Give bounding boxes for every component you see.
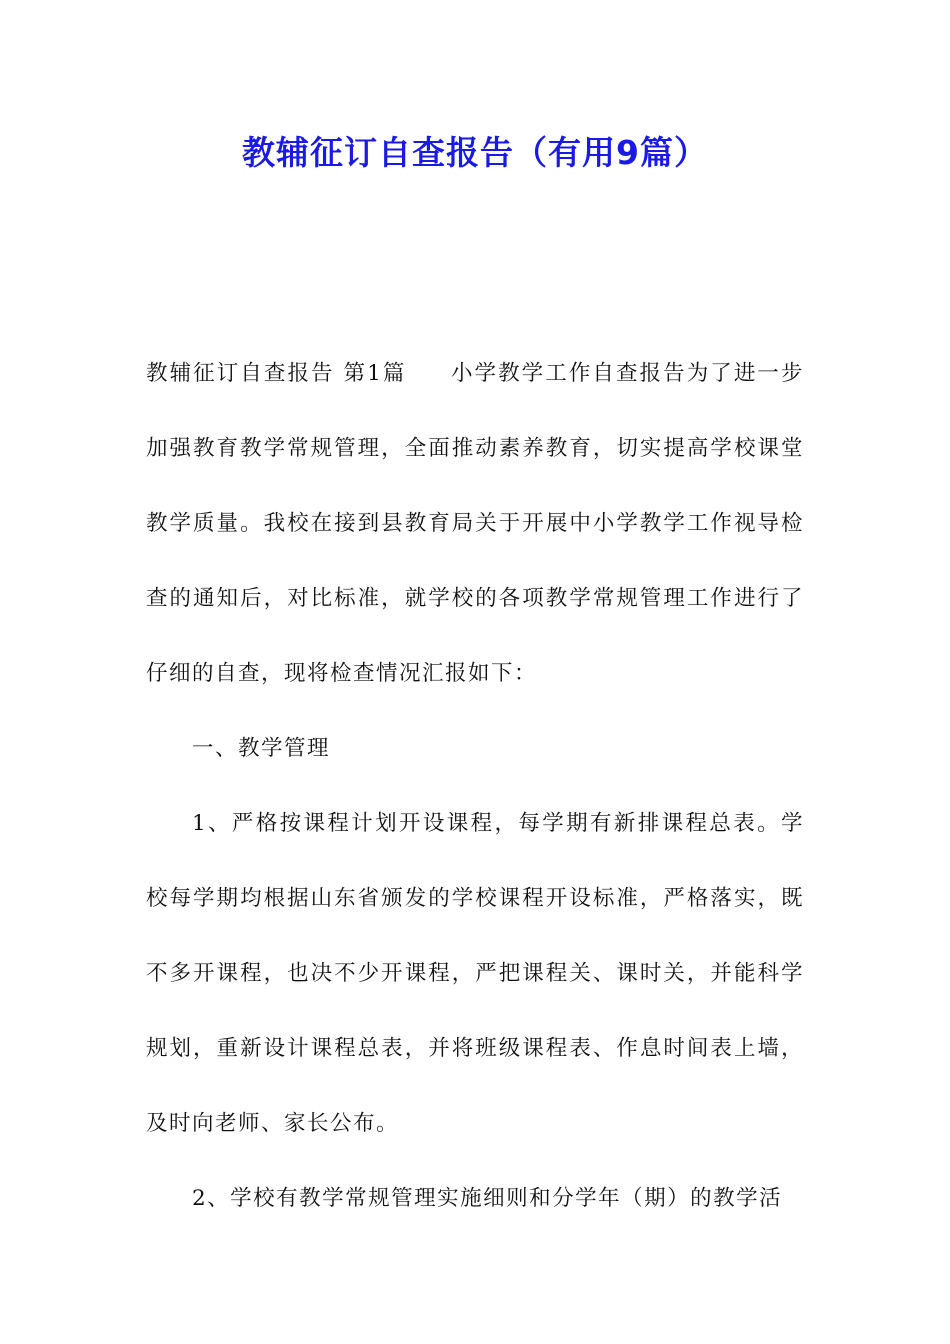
intro-paragraph — [146, 336, 804, 711]
intro-text: 小学教学工作自查报告为了进一步加强教育教学常规管理，全面推动素养教育，切实提高学校课堂教学质量。我校在接到县教育局关于开展中小学教学工作视导检查的通知后，对比标准，就学校的各项教学常规管理工作进行了仔细的自查，现将检查情况汇报如下： — [146, 361, 804, 686]
intro-heading: 教辅征订自查报告 第1篇 — [146, 361, 407, 386]
document-title: 教辅征订自查报告（有用9篇） — [242, 133, 708, 172]
section-heading: 一、教学管理 — [192, 736, 331, 761]
paragraph-2: 2、学校有教学常规管理实施细则和分学年（期）的教学活 — [192, 1186, 783, 1211]
document-body — [146, 336, 804, 1236]
paragraph-1: 1、严格按课程计划开设课程，每学期有新排课程总表。学校每学期均根据山东省颁发的学校课程开设标准，严格落实，既不多开课程，也决不少开课程，严把课程关、课时关，并能科学规划，重新设计课程总表，并将班级课程表、作息时间表上墙，及时向老师、家长公布。 — [146, 811, 804, 1136]
